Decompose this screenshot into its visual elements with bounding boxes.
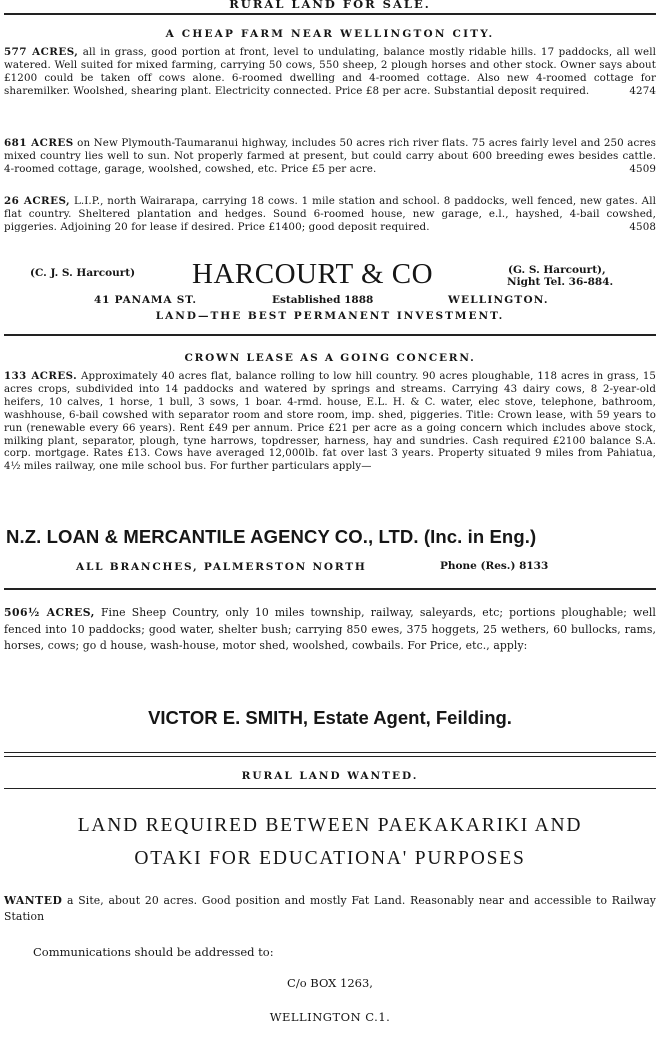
harcourt-city: WELLINGTON. <box>448 294 549 306</box>
harcourt-established: Established 1888 <box>272 294 374 306</box>
listing-lead: 577 ACRES, <box>4 46 79 58</box>
divider <box>4 334 656 336</box>
nzloan-branches: ALL BRANCHES, PALMERSTON NORTH <box>76 561 367 573</box>
body-text: a Site, about 20 acres. Good position and mostly Fat Land. Reasonably near and accessible to Railway Station <box>4 894 656 923</box>
wanted-body <box>4 893 656 925</box>
wanted-box: C/o BOX 1263, <box>287 976 373 990</box>
listing-body: Approximately 40 acres flat, balance rolling to low hill country. 90 acres ploughable, 118 acres in grass, 15 acres crops, subdivided into 14 paddocks and watered by springs and streams. Carrying 43 dairy cows, 8 2-year-old heifers, 10 calves, 1 horse, 1 bull, 3 sows, 1 boar. 4-rmd. house, E.L. H. & C. water, elec stove, telephone, bathroom, washhouse, 6-bail cowshed with separator room and store room, imp. shed, piggeries. Title: Crown lease, with 59 years to run (renewable every 66 years). Rent £49 per annum. Price £21 per acre as a going concern which includes above stock, milking plant, separator, plough, tyne harrows, topdresser, harness, hay and sundries. Cash required £2100 balance S.A. corp. mortgage. Rates £13. Cows have averaged 12,000lb. fat over last 3 years. Property situated 9 miles from Pahiatua, 4½ miles railway, one mile school bus. For further particulars apply— <box>4 371 656 473</box>
divider <box>4 756 656 757</box>
listing-lead: 681 ACRES <box>4 137 74 149</box>
nzloan-phone: Phone (Res.) 8133 <box>440 560 549 572</box>
nzloan-agency-name: N.Z. LOAN & MERCANTILE AGENCY CO., LTD. (Inc. in Eng.) <box>6 526 537 547</box>
wanted-headline-line1: LAND REQUIRED BETWEEN PAEKAKARIKI AND <box>77 815 583 836</box>
harcourt-slogan: LAND—THE BEST PERMANENT INVESTMENT. <box>155 310 505 322</box>
divider <box>4 788 656 789</box>
listing-ref: 4509 <box>629 162 656 175</box>
smith-listing-506-acres <box>4 605 656 655</box>
listing-body: on New Plymouth-Taumaranui highway, includes 50 acres rich river flats. 75 acres fairly level and 250 acres mixed country lies well to sun. Not properly farmed at present, but could carry about 600 breeding ewes besides cattle. 4-roomed cottage, garage, woolshed, cowshed, etc. Price £5 per acre. <box>4 137 657 175</box>
wanted-city: WELLINGTON C.1. <box>269 1010 391 1024</box>
harcourt-listing-26-acres <box>4 195 656 234</box>
listing-lead: 26 ACRES, <box>4 195 71 207</box>
divider <box>4 752 656 753</box>
listing-body: all in grass, good portion at front, level to undulating, balance mostly ridable hills. 17 paddocks, all well watered. Well suited for mixed farming, carrying 50 cows, 550 sheep, 2 plough horses and other stock. Owner says about £1200 could be taken off cows alone. 6-roomed dwelling and 4-roomed cottage. Also new 4-roomed cottage for sharemilker. Woolshed, shearing plant. Electricity connected. Price £8 per acre. Substantial deposit required. <box>4 46 656 97</box>
smith-agent: VICTOR E. SMITH, Estate Agent, Feilding. <box>148 707 512 728</box>
listing-lead: 133 ACRES. <box>4 370 78 382</box>
listing-ref: 4274 <box>629 84 656 97</box>
section-title-sale: RURAL LAND FOR SALE. <box>229 0 431 11</box>
harcourt-firm-block <box>0 258 660 288</box>
section-title-wanted: RURAL LAND WANTED. <box>241 770 419 782</box>
harcourt-listing-681-acres <box>4 137 656 176</box>
night-tel: Night Tel. 36-884. <box>507 276 614 288</box>
partner-left: (C. J. S. Harcourt) <box>30 267 136 279</box>
harcourt-address: 41 PANAMA ST. <box>94 294 197 306</box>
listing-body: Fine Sheep Country, only 10 miles township, railway, saleyards, etc; portions ploughable; well fenced into 10 paddocks; good water, shelter bush; carrying 850 ewes, 375 hoggets, 25 wethers, 60 bullocks, rams, horses, cows; go d house, wash-house, motor shed, woolshed, cowbails. For Price, etc., apply: <box>4 606 656 652</box>
harcourt-listing-577-acres <box>4 46 656 98</box>
harcourt-heading: A CHEAP FARM NEAR WELLINGTON CITY. <box>165 28 495 40</box>
listing-lead: 506½ ACRES, <box>4 606 95 619</box>
body-lead: WANTED <box>4 894 63 907</box>
listing-body: L.I.P., north Wairarapa, carrying 18 cows. 1 mile station and school. 8 paddocks, well fenced, new gates. All flat country. Sheltered plantation and hedges. Sound 6-roomed house, new garage, e.l., hayshed, 4-bail cowshed, piggeries. Adjoining 20 for lease if desired. Price £1400; good deposit required. <box>4 195 657 233</box>
top-divider <box>4 13 656 15</box>
nzloan-listing-133-acres <box>4 370 656 474</box>
wanted-headline-line2: OTAKI FOR EDUCATIONA' PURPOSES <box>134 848 526 869</box>
wanted-communications: Communications should be addressed to: <box>33 945 274 959</box>
divider <box>4 588 656 590</box>
firm-name: HARCOURT & CO <box>192 258 434 290</box>
partner-right: (G. S. Harcourt), <box>508 264 606 276</box>
nzloan-heading: CROWN LEASE AS A GOING CONCERN. <box>184 352 476 364</box>
listing-ref: 4508 <box>629 220 656 233</box>
